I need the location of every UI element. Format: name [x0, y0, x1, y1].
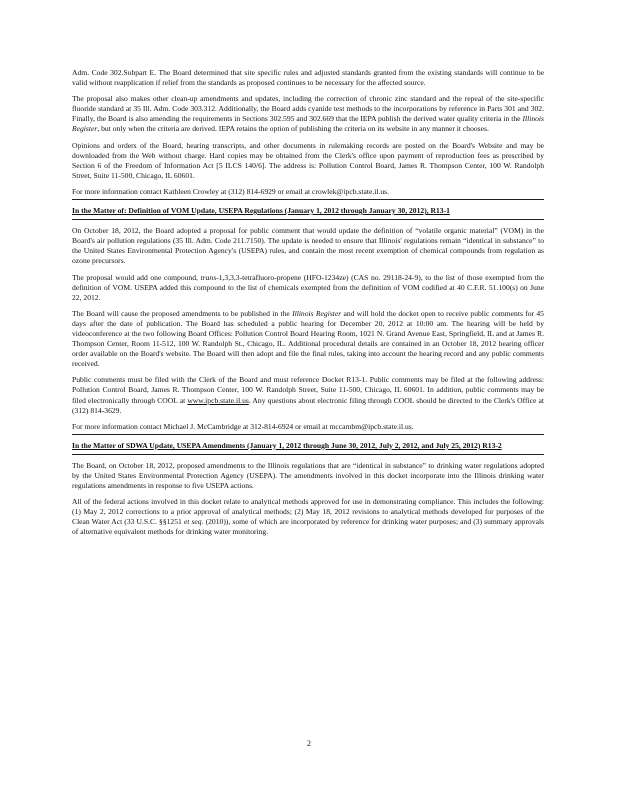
paragraph-cleanup-amendments	[72, 94, 544, 134]
text-run: and will hold the docket open to receive public comments for 45 days after the date of publication. The Board has scheduled a public hearing for December 20, 2012 at 10:00 am. The hearing will be held by videoconference at the two following Board Offices: Pollution Control Board Hearing Room, 1021 N. Grand Avenue East, Springfield, IL and at James R. Thompson Center, Room 11-512, 100 W. Randolph St., Chicago, IL. Additional procedural details are contained in an October 18, 2012 hearing officer order available on the Board's website. The Board will then adopt and file the final rules, taking into account the hearing record and any public comments received.	[72, 308, 544, 369]
italic-et-seq: et seq.	[183, 517, 204, 527]
website-link[interactable]: www.ipcb.state.il.us	[187, 395, 249, 405]
section-divider	[72, 434, 544, 435]
paragraph-vom-proposal: On October 18, 2012, the Board adopted a proposal for public comment that would update the definition of “volatile organic material” (VOM) in the Board's air pollution regulations (35 Ill. Adm. Code 211.7150). The update is needed to ensure that Illinois' regulations remain “identical in substance” to the United States Environmental Protection Agency's (USEPA) rules, and contain the most recent exemption of chemical compounds from regulation as ozone precursors.	[72, 226, 544, 266]
page-number: 2	[307, 739, 311, 748]
text-run: . Any questions about electronic filing through COOL should be directed to the Clerk's Office at (312) 814-3629.	[72, 395, 545, 415]
paragraph-vom-hearing	[72, 309, 544, 370]
text-run: , but only when the criteria are derived. IEPA retains the option of publishing the criteria on its website in any manner it chooses.	[97, 124, 489, 134]
text-run: The proposal would add one compound,	[72, 272, 198, 282]
paragraph-contact-crowley: For more information contact Kathleen Crowley at (312) 814-6929 or email at crowlek@ipcb.state.il.us.	[72, 186, 389, 196]
text-run: (2010)), some of which are incorporated by reference for drinking water purposes; and (3) summary approvals of alternative equivalent methods for drinking water monitoring.	[72, 517, 545, 537]
text-run: -1,3,3,3-tetrafluoro-propene (HFO-1234ze) (CAS no. 29118-24-9), to the list of those exempted from the definition of VOM. USEPA added this compound to the list of chemicals exempted from the definition of VOM codified at 40 C.F.R. 51.100(s) on June 22, 2012.	[72, 272, 544, 302]
paragraph-public-comments	[72, 375, 544, 415]
italic-illinois-register: Illinois Register	[292, 308, 342, 318]
heading-sdwa-update: In the Matter of SDWA Update, USEPA Amendments (January 1, 2012 through June 30, 2012, July 2, 2012, and July 25, 2012) R13-2	[72, 440, 502, 450]
section-divider	[72, 199, 544, 200]
section-divider	[72, 219, 544, 220]
text-run: The Board will cause the proposed amendments to be published in the	[72, 308, 290, 318]
text-run: The proposal also makes other clean-up amendments and updates, including the correction of chronic zinc standard and the repeal of the site-specific fluoride standard at 35 Ill. Adm. Code 303.312. Additionally, the Board adds cyanide test methods to the incorporations by reference in Parts 301 and 302. Finally, the Board is also amending the requirements in Sections 302.595 and 302.669 that the IEPA publish the derived water quality criteria in the	[72, 94, 544, 124]
paragraph-sdwa-federal-actions	[72, 497, 544, 537]
section-divider	[72, 454, 544, 455]
italic-illinois-register: Illinois Register	[72, 114, 544, 134]
paragraph-opinions-orders: Opinions and orders of the Board, hearing transcripts, and other documents in rulemaking records are posted on the Board's Website and may be downloaded from the Web without charge. Hard copies may be obtained from the Clerk's office upon payment of reproduction fees as prescribed by Section 6 of the Freedom of Information Act [5 ILCS 140/6]. The address is: Pollution Control Board, James R. Thompson Center, 100 W. Randolph Street, Suite 11-500, Chicago, IL 60601.	[72, 140, 544, 180]
page-body	[72, 68, 544, 544]
paragraph-vom-compound	[72, 273, 544, 303]
text-run: All of the federal actions involved in this docket relate to analytical methods approved for use in demonstrating compliance. This includes the following: (1) May 2, 2012 corrections to a prior approval of analytical methods; (2) May 18, 2012 revisions to analytical methods developed for purposes of the Clean Water Act (33 U.S.C. §§1251	[72, 497, 544, 527]
text-run: Public comments must be filed with the Clerk of the Board and must reference Docket R13-1. Public comments may be filed at the following address: Pollution Control Board, James R. Thompson Center, 100 W. Randolph Street, Suite 11-500, Chicago, IL 60601. In addition, public comments may be filed electronically through COOL at	[72, 375, 544, 405]
italic-trans: trans	[200, 272, 217, 282]
paragraph-contact-mccambridge: For more information contact Michael J. McCambridge at 312-814-6924 or email at mccambm@ipcb.state.il.us.	[72, 421, 414, 431]
paragraph-sdwa-proposal: The Board, on October 18, 2012, proposed amendments to the Illinois regulations that are “identical in substance” to drinking water regulations adopted by the United States Environmental Protection Agency (USEPA). The amendments involved in this docket incorporate into the Illinois drinking water regulations amendments in response to five USEPA actions.	[72, 460, 544, 491]
paragraph-subpart-e: Adm. Code 302.Subpart E. The Board determined that site specific rules and adjusted standards granted from the existing standards will continue to be valid without reapplication if relief from the standards as proposed continues to be necessary for the affected source.	[72, 68, 544, 88]
heading-vom-update: In the Matter of: Definition of VOM Update, USEPA Regulations (January 1, 2012 through January 30, 2012), R13-1	[72, 206, 450, 216]
